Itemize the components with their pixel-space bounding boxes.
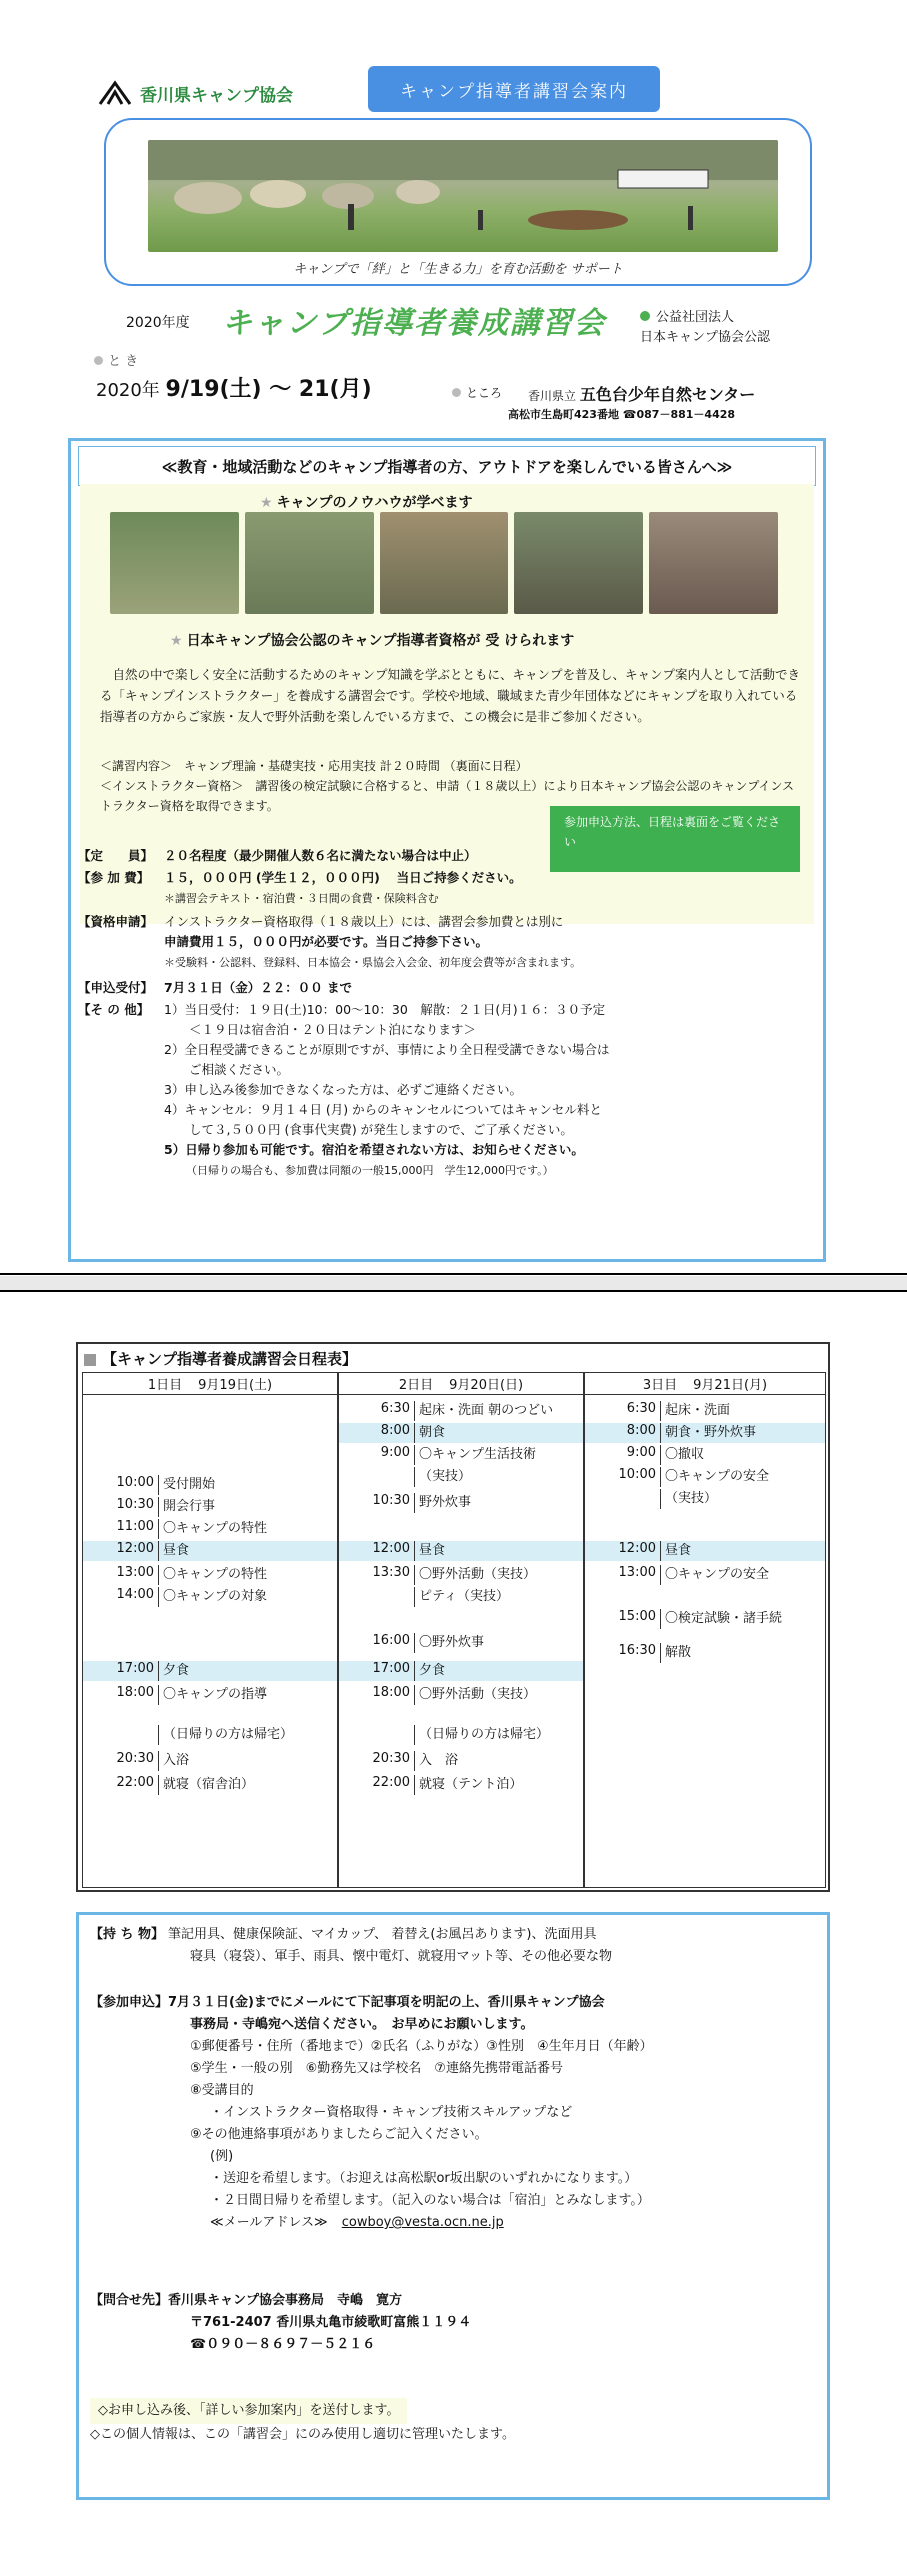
star-icon: ★ — [170, 633, 183, 649]
schedule-activity: 入浴 — [163, 1753, 190, 1768]
apply-line5: ⑧受講目的 — [190, 2083, 254, 2098]
schedule-row — [339, 1467, 583, 1487]
day3-column — [584, 1372, 826, 1888]
schedule-time — [83, 1725, 159, 1745]
schedule-row — [339, 1633, 583, 1653]
schedule-activity: 〇野外炊事 — [419, 1635, 485, 1650]
notes-section — [90, 2398, 820, 2446]
dates-range: 9/19(土) ～ 21(月) — [165, 377, 372, 402]
schedule-activity: 朝食・野外炊事 — [665, 1425, 757, 1440]
learn-heading — [260, 492, 473, 512]
schedule-row — [339, 1725, 583, 1745]
day1-header — [83, 1373, 337, 1395]
other-item-2b: ご相談ください。 — [189, 1062, 290, 1077]
deadline-key: 【申込受付】 — [78, 980, 154, 995]
schedule-activity: 入 浴 — [419, 1753, 459, 1768]
schedule-activity: 起床・洗面 — [665, 1403, 731, 1418]
page-title: キャンプ指導者養成講習会 — [222, 306, 606, 341]
apply-line2: 事務局・寺嶋宛へ送信ください。 お早めにお願いします。 — [190, 2017, 534, 2032]
schedule-time: 10:30 — [339, 1493, 415, 1513]
schedule-row — [83, 1565, 337, 1585]
schedule-activity: （実技） — [665, 1491, 718, 1506]
qualification-text: ＜インストラクター資格＞ 講習後の検定試験に合格すると、申請（１８歳以上）により日本キャンプ協会公認のキャンプインストラクター資格を取得できます。 — [100, 779, 794, 813]
belongings-section — [90, 1924, 820, 1968]
schedule-activity: 〇検定試験・諸手続 — [665, 1611, 783, 1626]
fee-value: １５，０００円 (学生１２，０００円) 当日ご持参ください。 — [164, 870, 522, 885]
schedule-row — [339, 1423, 583, 1443]
belongings-line1: 筆記用具、健康保険証、マイカップ、 着替え(お風呂あります)、洗面用具 — [168, 1927, 597, 1942]
schedule-time: 14:00 — [83, 1587, 159, 1607]
schedule-time — [339, 1725, 415, 1745]
note-2: ◇この個人情報は、この「講習会」にのみ使用し適切に管理いたします。 — [90, 2427, 515, 2442]
apply-line8: (例) — [210, 2149, 234, 2164]
schedule-time: 18:00 — [339, 1685, 415, 1705]
schedule-time — [339, 1467, 415, 1487]
schedule-row — [585, 1565, 825, 1585]
schedule-time: 9:00 — [585, 1445, 661, 1465]
star-icon: ★ — [260, 495, 273, 511]
schedule-activity: 開会行事 — [163, 1499, 216, 1514]
intro-body: 自然の中で楽しく安全に活動するためのキャンプ知識を学ぶとともに、キャンプを普及し、キャンプ案内人として活動できる「キャンプインストラクター」を養成する講習会です。学校や地域、職域また青少年団体などにキャンプを取り入れている指導者の方からご家族・友人で野外活動を楽しんでいる方まで、この機会に是非ご参加ください。 — [100, 667, 801, 724]
schedule-row — [83, 1519, 337, 1539]
fee-row — [78, 868, 818, 909]
schedule-time: 20:30 — [83, 1751, 159, 1771]
schedule-activity: ピティ（実技） — [419, 1589, 509, 1604]
apply-line4: ⑤学生・一般の別 ⑥勤務先又は学校名 ⑦連絡先携帯電話番号 — [190, 2061, 563, 2076]
contact-line2: 〒761-2407 香川県丸亀市綾歌町富熊１１９４ — [190, 2315, 472, 2330]
apply-line7: ⑨その他連絡事項がありましたらご記入ください。 — [190, 2127, 488, 2142]
day2-column — [338, 1372, 584, 1888]
schedule-activity: 〇撤収 — [665, 1447, 705, 1462]
fee-note: ＊講習会テキスト・宿泊費・３日間の食費・保険料含む — [164, 892, 439, 905]
tagline: キャンプで「絆」と「生きる力」を育む活動を サポート — [293, 262, 623, 277]
schedule-time: 8:00 — [339, 1423, 415, 1443]
event-dates — [96, 372, 372, 403]
schedule-row — [339, 1565, 583, 1585]
schedule-activity: 〇キャンプの特性 — [163, 1521, 268, 1536]
schedule-title — [84, 1348, 357, 1369]
organization-header — [98, 80, 293, 106]
schedule-activity: （日帰りの方は帰宅） — [419, 1727, 550, 1742]
fee-key: 【参 加 費】 — [78, 870, 150, 885]
schedule-row — [83, 1661, 337, 1681]
day3-date: 9月21日(月) — [693, 1378, 768, 1393]
schedule-row — [339, 1401, 583, 1421]
schedule-row — [83, 1587, 337, 1607]
activity-photo-strip — [110, 512, 778, 614]
apply-line3: ①郵便番号・住所（番地まで）②氏名（ふりがな）③性別 ④生年月日（年齢） — [190, 2039, 653, 2054]
schedule-time: 9:00 — [339, 1445, 415, 1465]
schedule-activity: 夕食 — [163, 1663, 190, 1678]
organization-name: 香川県キャンプ協会 — [140, 85, 293, 106]
schedule-row — [83, 1475, 337, 1495]
cert-heading — [170, 630, 574, 650]
apply-key: 【参加申込】 — [90, 1995, 169, 2010]
deadline-value: 7月３１日（金）２２：００ まで — [164, 980, 353, 995]
schedule-activity: 〇キャンプの安全 — [665, 1469, 770, 1484]
apply-line6: ・インストラクター資格取得・キャンプ技術スキルアップなど — [210, 2105, 573, 2120]
schedule-row — [83, 1725, 337, 1745]
other-item-1b: ＜１９日は宿舎泊・２０日はテント泊になります＞ — [189, 1022, 476, 1037]
deadline-row — [78, 978, 818, 998]
other-item-5: 5）日帰り参加も可能です。宿泊を希望されない方は、お知らせください。 — [164, 1142, 584, 1157]
cert-heading-text: 日本キャンプ協会公認のキャンプ指導者資格が 受 けられます — [186, 633, 575, 649]
schedule-row — [83, 1497, 337, 1517]
schedule-time — [339, 1587, 415, 1607]
apply-line10: ・２日間日帰りを希望します。（記入のない場合は「宿泊」とみなします。） — [210, 2193, 650, 2208]
contact-key: 【問合せ先】 — [90, 2293, 169, 2308]
other-item-4: 4）キャンセル：９月１４日 (月) からのキャンセルについてはキャンセル料と — [164, 1102, 602, 1117]
mail-label: ≪メールアドレス≫ — [210, 2215, 328, 2230]
schedule-activity: 昼食 — [419, 1543, 446, 1558]
day1-date: 9月19日(土) — [198, 1378, 273, 1393]
capacity-row — [78, 846, 818, 866]
cert-line1: 公益社団法人 — [656, 310, 735, 325]
apply-line9: ・送迎を希望します。（お迎えは高松駅or坂出駅のいずれかになります。） — [210, 2171, 638, 2186]
schedule-time: 10:00 — [83, 1475, 159, 1495]
schedule-row — [339, 1661, 583, 1681]
fee-cell — [164, 868, 818, 909]
schedule-row — [585, 1445, 825, 1465]
tent-logo-icon — [98, 80, 132, 106]
schedule-activity: 昼食 — [665, 1543, 692, 1558]
lead-text: ≪教育・地域活動などのキャンプ指導者の方、アウトドアを楽しんでいる皆さんへ≫ — [78, 446, 816, 486]
schedule-activity: 〇キャンプの指導 — [163, 1687, 268, 1702]
activity-photo — [110, 512, 239, 614]
schedule-activity: 〇キャンプの対象 — [163, 1589, 268, 1604]
schedule-row — [585, 1401, 825, 1421]
schedule-time: 13:00 — [585, 1565, 661, 1585]
other-item-1: 1）当日受付：１９日(土)10：00～10：30 解散：２１日(月)１６：３０予定 — [164, 1002, 606, 1017]
green-dot-icon — [640, 311, 650, 321]
venue-address: 高松市生島町423番地 ☎087－881－4428 — [508, 408, 736, 421]
contact-line3: ☎０９０－８６９７－５２１６ — [190, 2337, 376, 2352]
schedule-time: 18:00 — [83, 1685, 159, 1705]
course-content-text: ＜講習内容＞ キャンプ理論・基礎実技・応用実技 計２０時間 （裏面に日程） — [100, 759, 528, 773]
capacity-value: ２０名程度（最少開催人数６名に満たない場合は中止） — [164, 848, 477, 863]
activity-photo — [245, 512, 374, 614]
schedule-row — [585, 1467, 825, 1487]
schedule-row — [585, 1423, 825, 1443]
schedule-activity: 〇キャンプの安全 — [665, 1567, 770, 1582]
schedule-activity: 起床・洗面 朝のつどい — [419, 1403, 554, 1418]
schedule-row — [339, 1493, 583, 1513]
belongings-line2: 寝具（寝袋）、軍手、雨具、懐中電灯、就寝用マット等、その他必要な物 — [190, 1949, 612, 1964]
mail-address-link[interactable]: cowboy@vesta.ocn.ne.jp — [341, 2215, 504, 2230]
schedule-activity: 解散 — [665, 1645, 692, 1660]
when-label: と き — [94, 350, 138, 369]
schedule-activity: （実技） — [419, 1469, 472, 1484]
campsite-photo — [148, 140, 778, 252]
other-item-3: 3）申し込み後参加できなくなった方は、必ずご連絡ください。 — [164, 1082, 522, 1097]
day1-label: 1日目 — [147, 1378, 183, 1393]
schedule-table-box — [76, 1342, 830, 1892]
qualification-row — [78, 912, 818, 973]
cert-line2: 日本キャンプ協会公認 — [640, 330, 771, 345]
schedule-row — [83, 1751, 337, 1771]
schedule-time: 13:00 — [83, 1565, 159, 1585]
schedule-time: 22:00 — [339, 1775, 415, 1795]
fiscal-year: 2020年度 — [126, 315, 190, 331]
day2-date: 9月20日(日) — [449, 1378, 524, 1393]
schedule-time: 10:00 — [585, 1467, 661, 1487]
schedule-row — [339, 1685, 583, 1705]
contact-section — [90, 2290, 820, 2356]
other-row — [78, 1000, 818, 1181]
schedule-time: 12:00 — [339, 1541, 415, 1561]
schedule-row — [339, 1587, 583, 1607]
learn-text: キャンプのノウハウが学べます — [276, 495, 473, 511]
schedule-activity: 朝食 — [419, 1425, 446, 1440]
schedule-time: 20:30 — [339, 1751, 415, 1771]
other-item-2: 2）全日程受講できることが原則ですが、事情により全日程受講できない場合は — [164, 1042, 610, 1057]
schedule-time: 13:30 — [339, 1565, 415, 1585]
schedule-row — [339, 1445, 583, 1465]
schedule-activity: 〇野外活動（実技） — [419, 1567, 537, 1582]
day2-label: 2日目 — [398, 1378, 434, 1393]
belongings-key: 【持 ち 物】 — [90, 1927, 165, 1942]
contact-line1: 香川県キャンプ協会事務局 寺嶋 寛方 — [168, 2293, 403, 2308]
schedule-row — [585, 1489, 825, 1509]
schedule-time: 12:00 — [585, 1541, 661, 1561]
qualification-value1: インストラクター資格取得（１８歳以上）には、講習会参加費とは別に — [164, 914, 564, 929]
schedule-row — [585, 1643, 825, 1663]
day1-column — [82, 1372, 338, 1888]
activity-photo — [514, 512, 643, 614]
schedule-activity: 〇キャンプの特性 — [163, 1567, 268, 1582]
venue-pref: 香川県立 — [528, 389, 577, 403]
schedule-time: 16:30 — [585, 1643, 661, 1663]
other-item-5b: （日帰りの場合も、参加費は同額の一般15,000円 学生12,000円です。） — [186, 1164, 554, 1177]
schedule-time: 6:30 — [339, 1401, 415, 1421]
schedule-time: 17:00 — [339, 1661, 415, 1681]
other-key: 【そ の 他】 — [78, 1002, 150, 1017]
venue-name: 五色台少年自然センター — [579, 385, 756, 404]
capacity-key: 【定 員】 — [78, 848, 154, 863]
see-back-note: 参加申込方法、日程は裏面をご覧ください — [550, 806, 800, 872]
schedule-time — [585, 1489, 661, 1509]
activity-photo — [380, 512, 509, 614]
schedule-time: 12:00 — [83, 1541, 159, 1561]
schedule-time: 15:00 — [585, 1609, 661, 1629]
qualification-key: 【資格申請】 — [78, 914, 154, 929]
flyer-front-page — [0, 0, 907, 1275]
certification-note — [640, 308, 770, 348]
schedule-row — [339, 1751, 583, 1771]
where-label: ところ — [452, 384, 502, 401]
campsite-illustration — [148, 140, 778, 252]
schedule-time: 22:00 — [83, 1775, 159, 1795]
apply-line1: 7月３１日(金)までにメールにて下記事項を明記の上、香川県キャンプ協会 — [168, 1995, 605, 2010]
day3-header — [585, 1373, 825, 1395]
schedule-time: 10:30 — [83, 1497, 159, 1517]
qualification-cell — [164, 912, 818, 973]
schedule-row — [339, 1541, 583, 1561]
schedule-activity: 就寝（宿舎泊） — [163, 1777, 255, 1792]
schedule-row — [585, 1609, 825, 1629]
schedule-activity: （日帰りの方は帰宅） — [163, 1727, 294, 1742]
other-item-4b: して３,５００円 (食事代実費) が発生しますので、ご了承ください。 — [189, 1122, 573, 1137]
guide-pill-label: キャンプ指導者講習会案内 — [368, 66, 660, 112]
apply-section — [90, 1992, 820, 2234]
schedule-time: 17:00 — [83, 1661, 159, 1681]
schedule-activity: 夕食 — [419, 1663, 446, 1678]
schedule-time: 11:00 — [83, 1519, 159, 1539]
schedule-activity: 〇キャンプ生活技術 — [419, 1447, 537, 1462]
schedule-row — [83, 1541, 337, 1561]
page-separator — [0, 1276, 907, 1290]
square-bullet-icon — [84, 1354, 96, 1366]
schedule-time: 6:30 — [585, 1401, 661, 1421]
schedule-activity: 受付開始 — [163, 1477, 216, 1492]
schedule-activity: 野外炊事 — [419, 1495, 472, 1510]
note-1: ◇お申し込み後、「詳しい参加案内」を送付します。 — [90, 2398, 407, 2424]
other-cell — [164, 1000, 818, 1181]
qualification-value2: 申請費用１５，０００円が必要です。当日ご持参下さい。 — [164, 934, 489, 949]
qualification-note: ＊受験料・公認料、登録料、日本協会・県協会入会金、初年度会費等が含まれます。 — [164, 956, 582, 969]
schedule-row — [339, 1775, 583, 1795]
schedule-activity: 昼食 — [163, 1543, 190, 1558]
activity-photo — [649, 512, 778, 614]
schedule-row — [585, 1541, 825, 1561]
schedule-table — [82, 1372, 826, 1888]
venue — [528, 382, 755, 405]
day2-header — [339, 1373, 583, 1395]
schedule-title-text: 【キャンプ指導者養成講習会日程表】 — [102, 1350, 358, 1368]
schedule-activity: 就寝（テント泊） — [419, 1777, 523, 1792]
dates-prefix: 2020年 — [96, 380, 160, 401]
schedule-activity: 〇野外活動（実技） — [419, 1687, 537, 1702]
day3-label: 3日目 — [642, 1378, 678, 1393]
schedule-row — [83, 1685, 337, 1705]
schedule-row — [83, 1775, 337, 1795]
schedule-time: 8:00 — [585, 1423, 661, 1443]
schedule-time: 16:00 — [339, 1633, 415, 1653]
